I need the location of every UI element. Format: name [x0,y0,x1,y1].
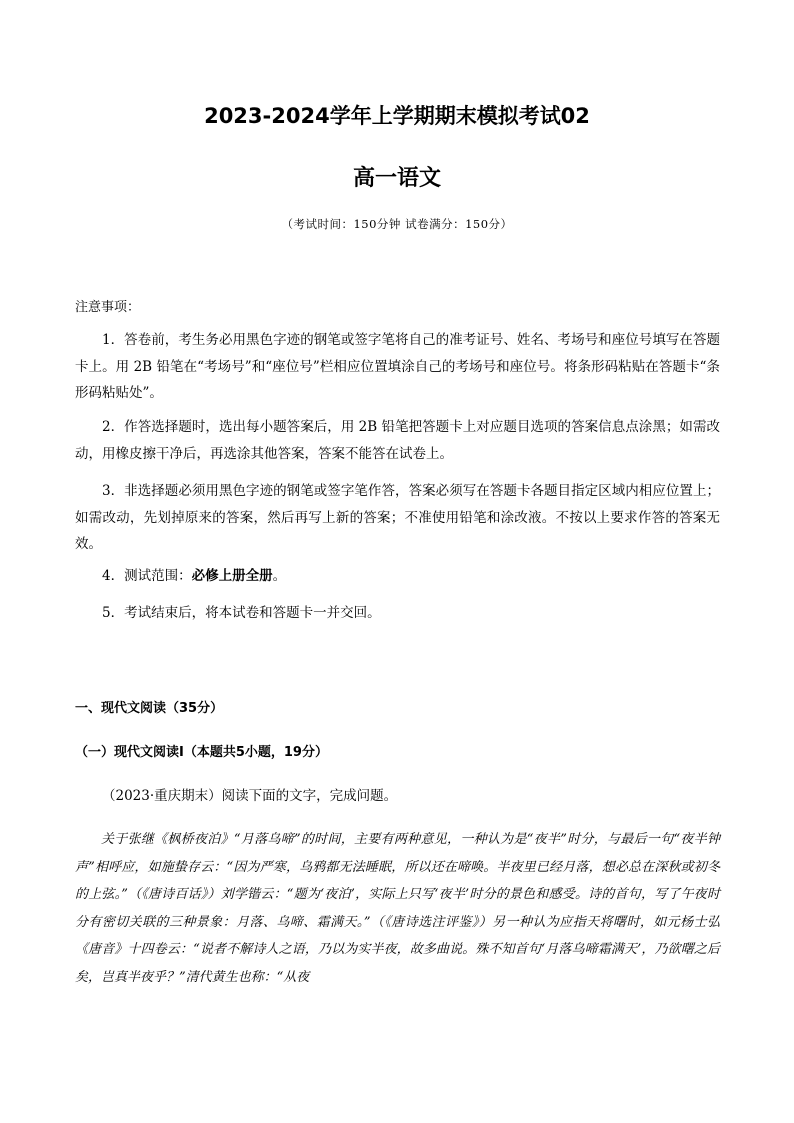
notice-item-1: 1．答卷前，考生务必用黑色字迹的钢笔或签字笔将自己的准考证号、姓名、考场号和座位号填写在答题卡上。用 2B 铅笔在“考场号”和“座位号”栏相应位置填涂自己的考场号和座位号。将条形码粘贴在答题卡“条形码粘贴处”。 [75,332,720,401]
notice-item-4-scope: 必修上册全册 [191,568,273,584]
notice-item-4 [75,563,720,590]
notice-item-5: 5．考试结束后，将本试卷和答题卡一并交回。 [102,605,381,621]
exam-subject: 高一语文 [352,166,441,191]
notice-title: 注意事项： [75,300,141,315]
notice-item-4-suffix: 。 [272,568,287,584]
reading-instruction: （2023·重庆期末）阅读下面的文字，完成问题。 [102,788,398,804]
section-title: 一、现代文阅读（35分） [75,701,224,716]
notice-item-3: 3．非选择题必须用黑色字迹的钢笔或签字笔作答，答案必须写在答题卡各题目指定区域内相应位置上；如需改动，先划掉原来的答案，然后再写上新的答案；不准使用铅笔和涂改液。不按以上要求作答的答案无效。 [75,483,720,552]
reading-passage: 关于张继《枫桥夜泊》“月落乌啼”的时间，主要有两种意见，一种认为是“夜半”时分，与最后一句“夜半钟声”相呼应，如施蛰存云：“因为严寒，乌鸦都无法睡眠，所以还在啼唤。半夜里已经月落，想必总在深秋或初冬的上弦。”（《唐诗百话》）刘学锴云：“题为‘夜泊’，实际上只写‘夜半’时分的景色和感受。诗的首句，写了午夜时分有密切关联的三种景象：月落、乌啼、霜满天。”（《唐诗选注评鉴》）另一种认为应指天将曙时，如元杨士弘《唐音》十四卷云：“说者不解诗人之语，乃以为实半夜，故多曲说。殊不知首句‘月落乌啼霜满天’，乃欲曙之后矣，岂真半夜乎？”清代黄生也称：“从夜 [75,832,720,985]
notice-item-2: 2．作答选择题时，选出每小题答案后，用 2B 铅笔把答题卡上对应题目选项的答案信息点涂黑；如需改动，用橡皮擦干净后，再选涂其他答案，答案不能答在试卷上。 [75,419,720,462]
exam-title: 2023-2024学年上学期期末模拟考试02 [204,104,590,128]
exam-time-info: （考试时间：150分钟 试卷满分：150分） [281,217,513,231]
subsection-title: （一）现代文阅读Ⅰ（本题共5小题，19分） [75,745,328,760]
notice-item-4-prefix: 4．测试范围： [102,568,192,584]
